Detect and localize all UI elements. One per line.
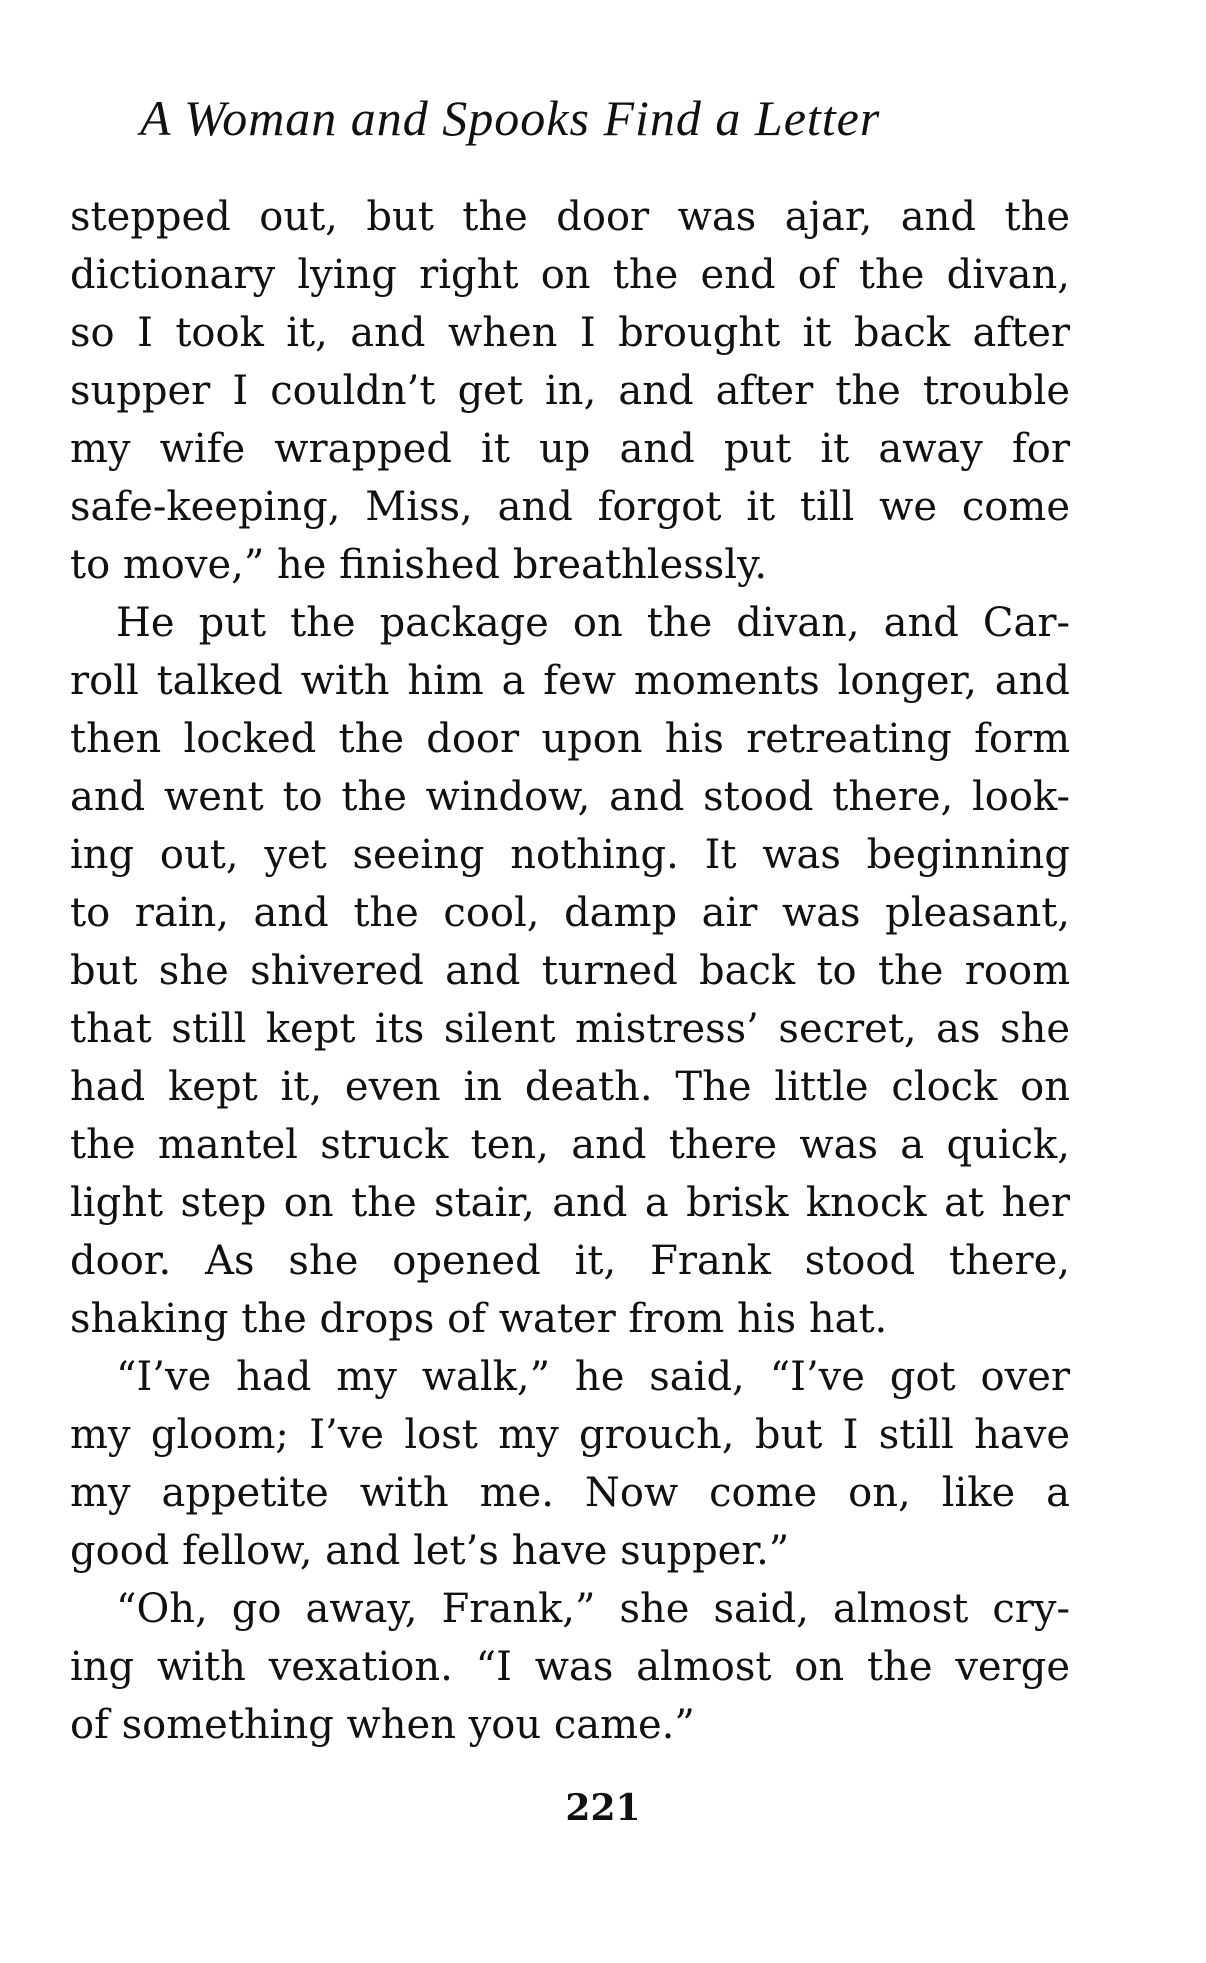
text-line: my wife wrapped it up and put it away for xyxy=(70,426,1070,472)
text-line: had kept it, even in death. The little clock on xyxy=(70,1064,1070,1110)
text-line: safe-keeping, Miss, and forgot it till we come xyxy=(70,484,1070,530)
text-line: “Oh, go away, Frank,” she said, almost cry- xyxy=(116,1586,1070,1632)
text-line: shaking the drops of water from his hat. xyxy=(70,1296,888,1342)
text-line: ing out, yet seeing nothing. It was beginning xyxy=(70,832,1070,878)
text-line: to rain, and the cool, damp air was pleasant, xyxy=(70,890,1070,936)
text-line: to move,” he finished breathlessly. xyxy=(70,542,768,588)
text-line: supper I couldn’t get in, and after the trouble xyxy=(70,368,1070,414)
text-line: my appetite with me. Now come on, like a xyxy=(70,1470,1070,1516)
text-line: ing with vexation. “I was almost on the verge xyxy=(70,1644,1070,1690)
running-head: A Woman and Spooks Find a Letter xyxy=(140,90,881,146)
text-line: dictionary lying right on the end of the divan, xyxy=(70,252,1070,298)
text-line: door. As she opened it, Frank stood there, xyxy=(70,1238,1070,1284)
text-line: roll talked with him a few moments longer, and xyxy=(70,658,1070,704)
body-text xyxy=(70,188,1070,1754)
text-line: good fellow, and let’s have supper.” xyxy=(70,1528,790,1574)
page-number: 221 xyxy=(565,1787,641,1829)
text-line: He put the package on the divan, and Car- xyxy=(116,600,1070,646)
text-line: that still kept its silent mistress’ secret, as she xyxy=(70,1006,1070,1052)
text-line: so I took it, and when I brought it back after xyxy=(70,310,1070,356)
text-line: of something when you came.” xyxy=(70,1702,695,1748)
text-line: my gloom; I’ve lost my grouch, but I still have xyxy=(70,1412,1070,1458)
text-line: stepped out, but the door was ajar, and the xyxy=(70,194,1070,240)
text-line: then locked the door upon his retreating form xyxy=(70,716,1070,762)
text-line: the mantel struck ten, and there was a quick, xyxy=(70,1122,1070,1168)
text-line: light step on the stair, and a brisk knock at her xyxy=(70,1180,1070,1226)
text-line: but she shivered and turned back to the room xyxy=(70,948,1070,994)
text-line: and went to the window, and stood there, look- xyxy=(70,774,1070,820)
text-line: “I’ve had my walk,” he said, “I’ve got over xyxy=(116,1354,1070,1400)
